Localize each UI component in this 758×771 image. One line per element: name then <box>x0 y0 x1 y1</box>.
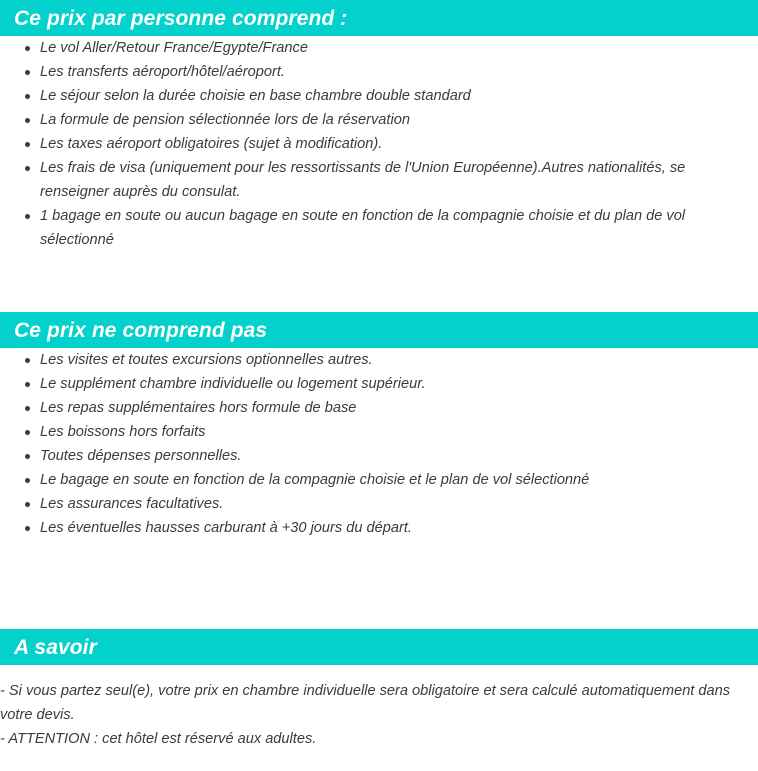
section-title-included: Ce prix par personne comprend : <box>14 6 348 30</box>
list-item-text: Les visites et toutes excursions optionnelles autres. <box>40 352 373 368</box>
list-item <box>0 468 758 492</box>
list-item-text: Les frais de visa (uniquement pour les ressortissants de l'Union Européenne).Autres nationalités, se renseigner auprès du consulat. <box>40 160 686 200</box>
section-spacer <box>0 540 758 629</box>
list-item <box>0 444 758 468</box>
list-item-text: Le supplément chambre individuelle ou logement supérieur. <box>40 376 426 392</box>
list-item-text: Le vol Aller/Retour France/Egypte/France <box>40 40 308 56</box>
note-line: - Si vous partez seul(e), votre prix en chambre individuelle sera obligatoire et sera calculé automatiquement dans votre devis. <box>0 683 731 723</box>
list-item <box>0 156 758 204</box>
list-item <box>0 204 758 252</box>
list-item-text: Les assurances facultatives. <box>40 496 224 512</box>
list-item <box>0 84 758 108</box>
list-item-text: Toutes dépenses personnelles. <box>40 448 242 464</box>
list-item <box>0 36 758 60</box>
list-item <box>0 420 758 444</box>
list-item <box>0 372 758 396</box>
list-item-text: La formule de pension sélectionnée lors de la réservation <box>40 112 410 128</box>
list-item <box>0 348 758 372</box>
excluded-list <box>0 348 758 540</box>
section-header-excluded <box>0 312 758 348</box>
list-item-text: Le séjour selon la durée choisie en base chambre double standard <box>40 88 471 104</box>
list-item-text: Les boissons hors forfaits <box>40 424 206 440</box>
list-item <box>0 516 758 540</box>
list-item <box>0 60 758 84</box>
section-header-notes <box>0 629 758 665</box>
list-item-text: Les taxes aéroport obligatoires (sujet à modification). <box>40 136 383 152</box>
list-item <box>0 492 758 516</box>
note-line: - ATTENTION : cet hôtel est réservé aux adultes. <box>0 731 317 747</box>
list-item <box>0 132 758 156</box>
list-item <box>0 108 758 132</box>
section-title-notes: A savoir <box>14 635 97 659</box>
list-item <box>0 396 758 420</box>
list-item-text: Les repas supplémentaires hors formule de base <box>40 400 357 416</box>
list-item-text: Les éventuelles hausses carburant à +30 jours du départ. <box>40 520 412 536</box>
list-item-text: Le bagage en soute en fonction de la compagnie choisie et le plan de vol sélectionné <box>40 472 590 488</box>
included-list <box>0 36 758 252</box>
list-item-text: Les transferts aéroport/hôtel/aéroport. <box>40 64 285 80</box>
section-title-excluded: Ce prix ne comprend pas <box>14 318 268 342</box>
section-header-included <box>0 0 758 36</box>
section-spacer <box>0 252 758 312</box>
notes-body <box>0 679 758 751</box>
list-item-text: 1 bagage en soute ou aucun bagage en soute en fonction de la compagnie choisie et du plan de vol sélectionné <box>40 208 686 248</box>
